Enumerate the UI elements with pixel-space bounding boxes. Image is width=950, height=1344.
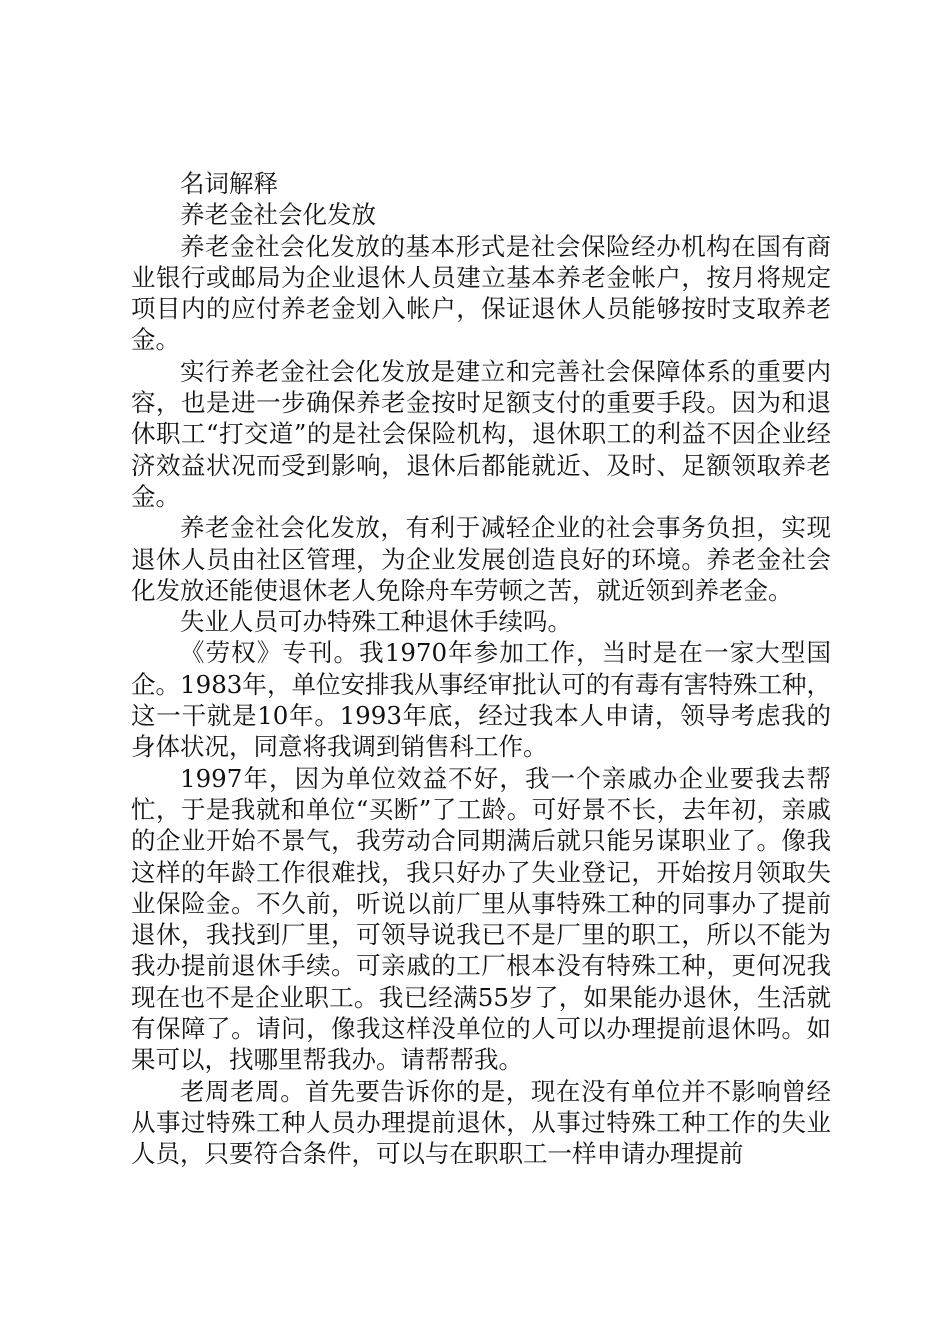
paragraph: 老周老周。首先要告诉你的是，现在没有单位并不影响曾经从事过特殊工种人员办理提前退休，从事过特殊工种工作的失业人员，只要符合条件，可以与在职职工一样申请办理提前	[131, 1076, 831, 1169]
paragraph: 《劳权》专刊。我1970年参加工作，当时是在一家大型国企。1983年，单位安排我从事经审批认可的有毒有害特殊工种，这一干就是10年。1993年底，经过我本人申请，领导考虑我的身体状况，同意将我调到销售科工作。	[131, 638, 831, 762]
question-title: 失业人员可办特殊工种退休手续吗。	[180, 607, 572, 637]
paragraph: 1997年，因为单位效益不好，我一个亲戚办企业要我去帮忙，于是我就和单位“买断”了工龄。可好景不长，去年初，亲戚的企业开始不景气，我劳动合同期满后就只能另谋职业了。像我这样的年龄工作很难找，我只好办了失业登记，开始按月领取失业保险金。不久前，听说以前厂里从事特殊工种的同事办了提前退休，我找到厂里，可领导说我已不是厂里的职工，所以不能为我办提前退休手续。可亲戚的工厂根本没有特殊工种，更何况我现在也不是企业职工。我已经满55岁了，如果能办退休，生活就有保障了。请问，像我这样没单位的人可以办理提前退休吗。如果可以，找哪里帮我办。请帮帮我。	[131, 763, 831, 1075]
term-title: 养老金社会化发放	[180, 200, 376, 230]
section-heading: 名词解释	[180, 169, 278, 198]
paragraph: 养老金社会化发放的基本形式是社会保险经办机构在国有商业银行或邮局为企业退休人员建立基本养老金帐户，按月将规定项目内的应付养老金划入帐户，保证退休人员能够按时支取养老金。	[131, 231, 831, 355]
paragraph: 实行养老金社会化发放是建立和完善社会保障体系的重要内容，也是进一步确保养老金按时足额支付的重要手段。因为和退休职工“打交道”的是社会保险机构，退休职工的利益不因企业经济效益状况而受到影响，退休后都能就近、及时、足额领取养老金。	[131, 356, 831, 511]
paragraph: 养老金社会化发放，有利于减轻企业的社会事务负担，实现退休人员由社区管理，为企业发展创造良好的环境。养老金社会化发放还能使退休老人免除舟车劳顿之苦，就近领到养老金。	[131, 513, 831, 605]
document-body	[131, 168, 831, 1170]
